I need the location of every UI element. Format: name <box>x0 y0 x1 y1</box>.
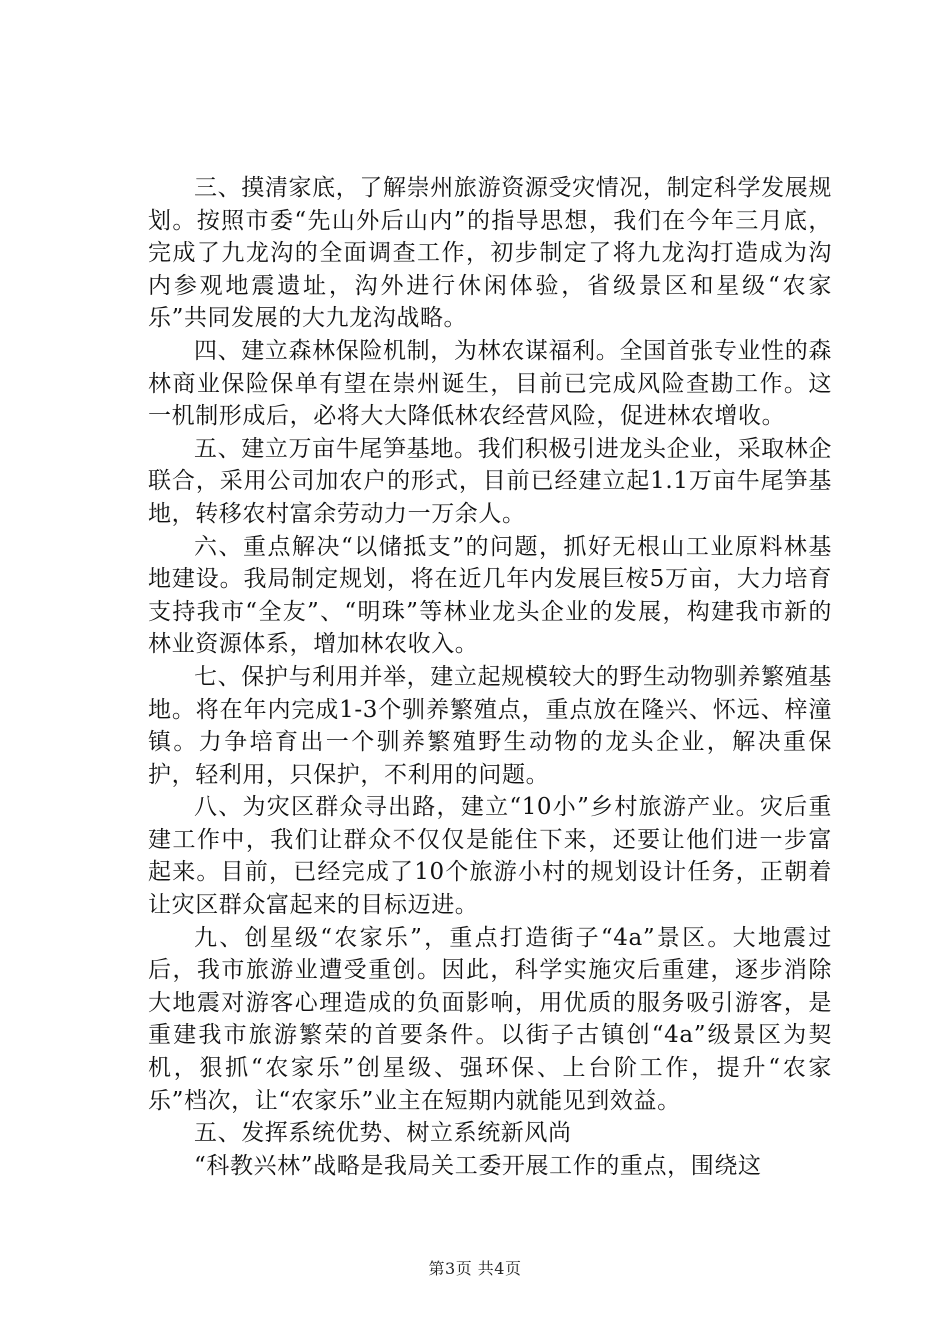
paragraph-section-5-bamboo: 五、建立万亩牛尾笋基地。我们积极引进龙头企业，采取林企联合，采用公司加农户的形式，目前已经建立起1.1万亩牛尾笋基地，转移农村富余劳动力一万余人。 <box>148 435 832 527</box>
paragraph-keji-xinglin: “科教兴林”战略是我局关工委开展工作的重点，围绕这 <box>194 1152 762 1179</box>
paragraph-section-4: 四、建立森林保险机制，为林农谋福利。全国首张专业性的森林商业保险保单有望在崇州诞生，目前已完成风险查勘工作。这一机制形成后，必将大大降低林农经营风险，促进林农增收。 <box>148 337 832 430</box>
document-body <box>148 172 832 1182</box>
paragraph-section-9: 九、创星级“农家乐”，重点打造街子“4a”景区。大地震过后，我市旅游业遭受重创。因此，科学实施灾后重建，逐步消除大地震对游客心理造成的负面影响，用优质的服务吸引游客，是重建我市旅游繁荣的首要条件。以街子古镇创“4a”级景区为契机，狠抓“农家乐”创星级、强环保、上台阶工作，提升“农家乐”档次，让“农家乐”业主在短期内就能见到效益。 <box>148 924 832 1114</box>
page-number-footer: 第3页 共4页 <box>428 1259 522 1278</box>
section-heading-5: 五、发挥系统优势、树立系统新风尚 <box>194 1120 572 1147</box>
paragraph-section-7: 七、保护与利用并举，建立起规模较大的野生动物驯养繁殖基地。将在年内完成1-3个驯养繁殖点，重点放在隆兴、怀远、梓潼镇。力争培育出一个驯养繁殖野生动物的龙头企业，解决重保护，轻利用，只保护，不利用的问题。 <box>148 663 832 788</box>
paragraph-section-3: 三、摸清家底，了解崇州旅游资源受灾情况，制定科学发展规划。按照市委“先山外后山内”的指导思想，我们在今年三月底，完成了九龙沟的全面调查工作，初步制定了将九龙沟打造成为沟内参观地震遗址，沟外进行休闲体验，省级景区和星级“农家乐”共同发展的大九龙沟战略。 <box>148 175 832 332</box>
paragraph-section-8: 八、为灾区群众寻出路，建立“10小”乡村旅游产业。灾后重建工作中，我们让群众不仅仅是能住下来，还要让他们进一步富起来。目前，已经完成了10个旅游小村的规划设计任务，正朝着让灾区群众富起来的目标迈进。 <box>148 794 832 919</box>
paragraph-section-6: 六、重点解决“以储抵支”的问题，抓好无根山工业原料林基地建设。我局制定规划，将在近几年内发展巨桉5万亩，大力培育支持我市“全友”、“明珠”等林业龙头企业的发展，构建我市新的林业资源体系，增加林农收入。 <box>148 533 832 658</box>
